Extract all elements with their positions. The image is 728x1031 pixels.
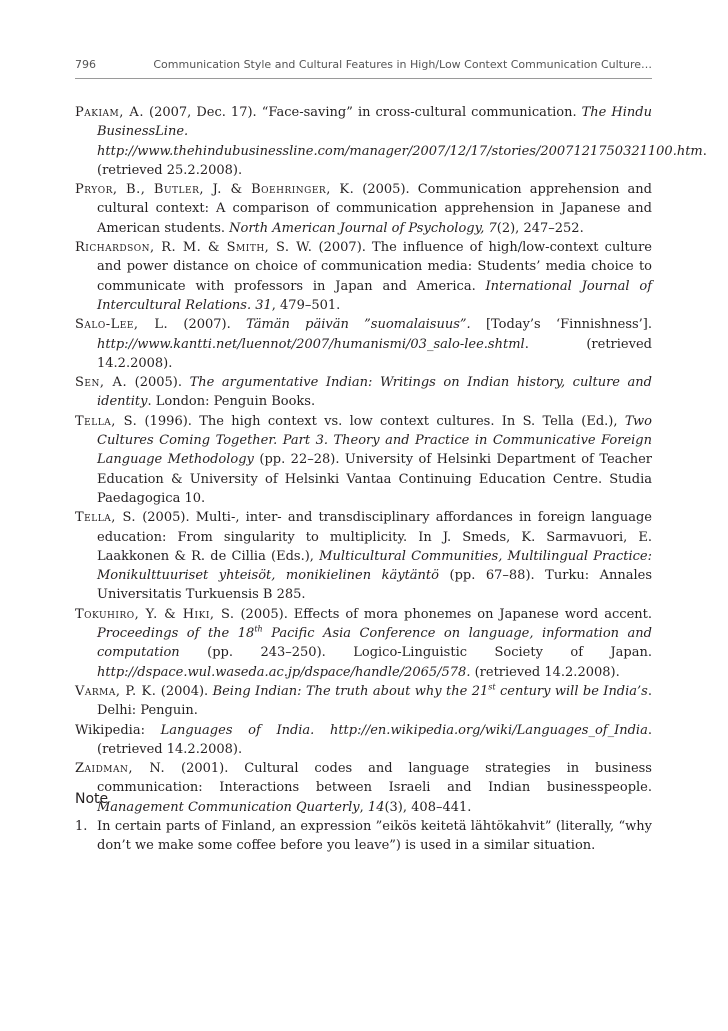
reference-entry [75,373,652,412]
reference-text: . London: Penguin Books. [147,394,316,410]
reference-authors: Tella, S. [75,510,137,526]
reference-italic-text: The argumentative Indian: Writings on Indian history, culture and identity [97,375,652,410]
reference-italic-text: International Journal of Intercultural Relations. 31 [97,278,652,313]
reference-italic-text: Multicultural Communities, Multilingual Practice: Monikulttuuriset yhteisöt, monikielinen käytäntö [97,548,652,584]
reference-text: (2007). [168,317,247,333]
reference-text: , [359,799,368,815]
reference-authors: Salo-Lee, L. [75,317,169,333]
reference-italic-text: North American Journal of Psychology, 7 [229,220,497,236]
reference-entry [75,682,652,721]
reference-text: (2005). [127,375,190,391]
running-title: Communication Style and Cultural Features in High/Low Context Communication Culture… [153,58,652,71]
reference-authors: Varma, P. K. [75,683,157,699]
reference-authors: Tokuhiro, Y. & Hiki, S. [75,606,235,622]
reference-authors: Pakiam, A. [75,105,144,120]
reference-italic-text: http://www.kantti.net/luennot/2007/humanismi/03_salo-lee.shtml [97,336,525,352]
reference-text: (3), 408–441. [384,799,472,815]
reference-text: . (retrieved 25.2.2008). [97,143,707,178]
reference-italic-text: century will be India’s [495,683,648,699]
reference-entry [75,180,652,238]
reference-italic-text: The Hindu BusinessLine. http://www.thehindubusinessline.com/manager/2007/12/17/stories/2007121750321100.htm [97,105,703,159]
reference-entry [75,759,652,817]
reference-italic-text: Two Cultures Coming Together. Part 3. Theory and Practice in Communicative Foreign Language Methodology [97,413,652,468]
page-number: 796 [75,58,96,71]
reference-text: (2005). Multi-, inter- and transdisciplinary affordances in foreign language education: From singularity to multiplicity. In J. Smeds, K. Sarmavuori, E. Laakkonen & R. de Cillia (Eds.), [97,510,652,564]
reference-italic-text: Languages of India. http://en.wikipedia.org/wiki/Languages_of_India [160,722,648,738]
reference-text: . (retrieved 14.2.2008). [97,722,652,757]
reference-superscript: th [254,624,263,634]
reference-italic-text: Management Communication Quarterly [97,799,360,815]
reference-entry [75,721,652,760]
reference-italic-text: Proceedings of the 18 [97,626,255,642]
reference-authors: Richardson, R. M. & Smith, S. W. [75,240,313,256]
reference-entry [75,605,652,682]
note-text: In certain parts of Finland, an expression ”eikös keitetä lähtökahvit” (literally, “why don’t we make some coffee before you leave”) is used in a similar situation. [97,819,652,854]
reference-text: (2007). The influence of high/low-context culture and power distance on choice of communication media: Students’ media choice to communicate with professors in Japan and America. [97,240,652,294]
reference-entry [75,103,707,180]
reference-text: (2), 247–252. [496,220,584,236]
reference-authors: Tella, S. [75,413,138,429]
reference-italic-text: Tämän päivän ”suomalaisuus”. [246,317,471,333]
reference-text: (pp. 22–28). University of Helsinki Department of Teacher Education & University of Helsinki Vantaa Continuing Education Centre. Studia Paedagogica 10. [97,452,652,506]
reference-text: (2007, Dec. 17). “Face-saving” in cross-cultural communication. [143,105,582,120]
reference-text: . (retrieved 14.2.2008). [97,336,652,371]
header-rule [75,78,652,79]
reference-text: (pp. 67–88). Turku: Annales Universitatis Turkuensis B 285. [97,568,652,603]
reference-entry [75,238,652,315]
notes-list [75,817,652,856]
reference-italic-text: Being Indian: The truth about why the 21 [212,683,489,699]
reference-italic-text: http://dspace.wul.waseda.ac.jp/dspace/handle/2065/578. [97,664,471,680]
note-item [75,817,652,856]
reference-text: . Delhi: Penguin. [97,683,652,719]
reference-superscript: st [488,682,496,692]
reference-list [75,103,707,817]
reference-text: , 479–501. [271,297,341,313]
reference-text: (pp. 243–250). Logico-Linguistic Society of Japan. [179,645,652,661]
reference-italic-text: 14 [367,799,385,815]
reference-authors: Zaidman, N. [75,761,166,777]
reference-text: (2004). [156,683,213,699]
note-number: 1. [75,819,88,834]
reference-italic-text: Pacific Asia Conference on language, information and computation [97,626,652,661]
reference-authors: Pryor, B., Butler, J. & Boehringer, K. [75,182,355,198]
running-header [75,58,652,71]
reference-text: (2001). Cultural codes and language strategies in business communication: Interactions between Israeli and Indian businesspeople. [97,761,652,796]
reference-text: Wikipedia: [75,722,161,738]
reference-text: [Today’s ‘Finnishness’]. [470,317,653,333]
notes-heading: Note [75,791,109,807]
reference-authors: Sen, A. [75,375,128,391]
reference-text: (1996). The high context vs. low context cultures. In S. Tella (Ed.), [137,413,625,429]
reference-entry [75,315,652,373]
reference-entry [75,412,652,508]
reference-text: (2005). Effects of mora phonemes on Japanese word accent. [234,606,652,622]
reference-entry [75,508,652,604]
reference-text: (retrieved 14.2.2008). [470,664,620,680]
reference-text: (2005). Communication apprehension and cultural context: A comparison of communication apprehension in Japanese and American students. [97,182,652,236]
